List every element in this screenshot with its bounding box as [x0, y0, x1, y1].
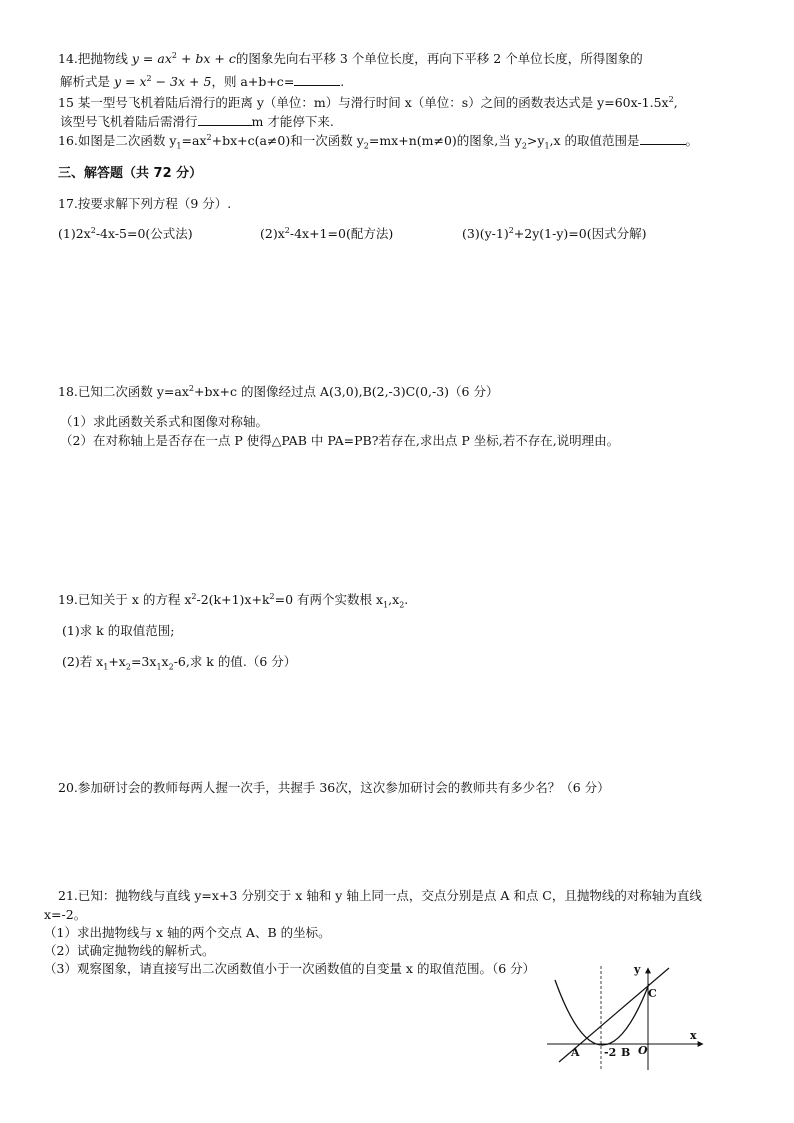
q19-part2-b: +x	[108, 654, 126, 669]
q19-part1: (1)求 k 的取值范围;	[62, 623, 175, 638]
q16-sub4: 1	[544, 141, 550, 151]
q14-eq1-mid: =	[138, 51, 158, 66]
q19-part2-sub1: 1	[103, 662, 109, 672]
graph-label-b: B	[621, 1046, 631, 1059]
q16-sq: 2	[206, 132, 212, 142]
parabola-line-graph	[545, 962, 710, 1072]
q14-line2	[60, 73, 344, 90]
q15-text-c: m 才能停下来.	[251, 114, 334, 129]
parabola-curve	[555, 980, 649, 1045]
q14-eq2-b: − 3x + 5	[151, 74, 212, 89]
q14-eq1-y: y	[131, 51, 139, 66]
q19-text-b: -2(k+1)x+k	[196, 592, 270, 607]
q17-part3-sq: 2	[508, 225, 514, 235]
q16-sub2: 2	[363, 141, 369, 151]
q16-text-e: >y	[526, 133, 545, 148]
q21-sub1: （1）求出抛物线与 x 轴的两个交点 A、B 的坐标。	[44, 925, 331, 940]
q17-part2-b: -4x+1=0(配方法)	[289, 226, 394, 241]
graph-label-c: C	[648, 987, 657, 1000]
q19-part2-a: (2)若 x	[62, 654, 104, 669]
q19-text-d: ,x	[388, 592, 400, 607]
q16-answer-blank[interactable]	[640, 132, 686, 145]
q16-text-f: ,x 的取值范围是	[549, 133, 640, 148]
q17-part1-a: (1)2x	[58, 226, 91, 241]
q14-text-b: 的图象先向右平移 3 个单位长度，再向下平移 2 个单位长度，所得图象的	[235, 51, 643, 66]
q19-sq1: 2	[191, 591, 197, 601]
q19-text-e: .	[404, 592, 409, 607]
q15-answer-blank[interactable]	[198, 113, 252, 126]
q15-line1	[58, 95, 678, 111]
graph-label-a: A	[571, 1046, 580, 1059]
q19-text-c: =0 有两个实数根 x	[274, 592, 384, 607]
q18-sub1: （1）求此函数关系式和图像对称轴。	[60, 414, 268, 429]
q19-part2-e: -6,求 k 的值.（6 分）	[173, 654, 297, 669]
graph-label-y: y	[634, 963, 641, 976]
q14-eq2-a: y = x	[114, 74, 147, 89]
q19-part2	[62, 654, 296, 670]
section-three-heading: 三、解答题（共 72 分）	[58, 166, 203, 181]
q19-text-a: 19.已知关于 x 的方程 x	[58, 592, 192, 607]
q17-part1-sq: 2	[90, 225, 96, 235]
q19-sq2: 2	[269, 591, 275, 601]
graph-label-x: x	[690, 1029, 697, 1042]
q17-title: 17.按要求解下列方程（9 分）.	[58, 196, 232, 211]
q18-sq: 2	[188, 383, 194, 393]
q19-part2-c: =3x	[130, 654, 157, 669]
q16-text-d: =mx+n(m≠0)的图象,当 y	[368, 133, 522, 148]
q17-part1	[58, 226, 193, 242]
q15-text-b: 该型号飞机着陆后需滑行	[60, 114, 198, 129]
q15-text-end: ,	[673, 95, 678, 110]
q16-text-g: 。	[685, 133, 699, 148]
q21-line2: x=-2。	[44, 907, 87, 922]
q20-text: 20.参加研讨会的教师每两人握一次手，共握手 36次，这次参加研讨会的教师共有多少名？（6 分）	[58, 780, 610, 795]
q15-line2	[60, 113, 334, 130]
q14-eq1-bx: + bx + c	[176, 51, 236, 66]
q16-sub3: 2	[521, 141, 527, 151]
q15-sq: 2	[668, 94, 674, 104]
q18-title	[58, 384, 498, 400]
q17-part3	[462, 226, 646, 242]
q18-text-b: +bx+c 的图像经过点 A(3,0),B(2,-3)C(0,-3)（6 分）	[193, 384, 499, 399]
q15-text-a: 15 某一型号飞机着陆后滑行的距离 y（单位：m）与滑行时间 x（单位：s）之间的函数表达式是 y=60x-1.5x	[58, 95, 669, 110]
q16-line	[58, 132, 698, 149]
q18-text-a: 18.已知二次函数 y=ax	[58, 384, 189, 399]
q14-line1	[58, 51, 643, 67]
q19-part2-sub3: 1	[156, 662, 162, 672]
q16-text-c: +bx+c(a≠0)和一次函数 y	[211, 133, 364, 148]
q17-part3-a: (3)(y-1)	[462, 226, 509, 241]
q14-answer-blank[interactable]	[294, 73, 340, 86]
q21-sub2: （2）试确定抛物线的解析式。	[44, 943, 215, 958]
q18-sub2: （2）在对称轴上是否存在一点 P 使得△PAB 中 PA=PB?若存在,求出点 P 坐标,若不存在,说明理由。	[60, 433, 620, 448]
q17-part1-b: -4x-5=0(公式法)	[95, 226, 193, 241]
q14-text-d: ，则 a+b+c=	[211, 74, 295, 89]
q16-sub1: 1	[176, 141, 182, 151]
q16-text-a: 16.如图是二次函数 y	[58, 133, 177, 148]
q14-eq1-ax: ax	[157, 51, 172, 66]
q17-part2-a: (2)x	[260, 226, 285, 241]
q19-title	[58, 592, 408, 608]
q17-part2	[260, 226, 393, 242]
q17-part2-sq: 2	[284, 225, 290, 235]
q19-sub2: 2	[399, 600, 405, 610]
q14-text-c: 解析式是	[60, 74, 111, 89]
graph-label-o: O	[638, 1044, 648, 1057]
q19-part2-d: x	[161, 654, 169, 669]
q17-part3-b: +2y(1-y)=0(因式分解)	[513, 226, 647, 241]
q21-line1: 21.已知：抛物线与直线 y=x+3 分别交于 x 轴和 y 轴上同一点，交点分别是点 A 和点 C，且抛物线的对称轴为直线	[58, 888, 702, 903]
q21-sub3: （3）观察图象，请直接写出二次函数值小于一次函数值的自变量 x 的取值范围。（6 分）	[44, 961, 536, 976]
q19-sub1: 1	[383, 600, 389, 610]
q14-number: 14.	[58, 51, 78, 66]
q19-part2-sub2: 2	[125, 662, 131, 672]
q14-eq1-sq: 2	[171, 50, 177, 60]
graph-label-minus-two: -2	[604, 1046, 617, 1059]
q14-text-e: .	[340, 74, 345, 89]
q19-part2-sub4: 2	[168, 662, 174, 672]
q14-eq2-sq: 2	[146, 73, 152, 83]
q14-text-a: 把抛物线	[77, 51, 128, 66]
q16-text-b: =ax	[181, 133, 207, 148]
